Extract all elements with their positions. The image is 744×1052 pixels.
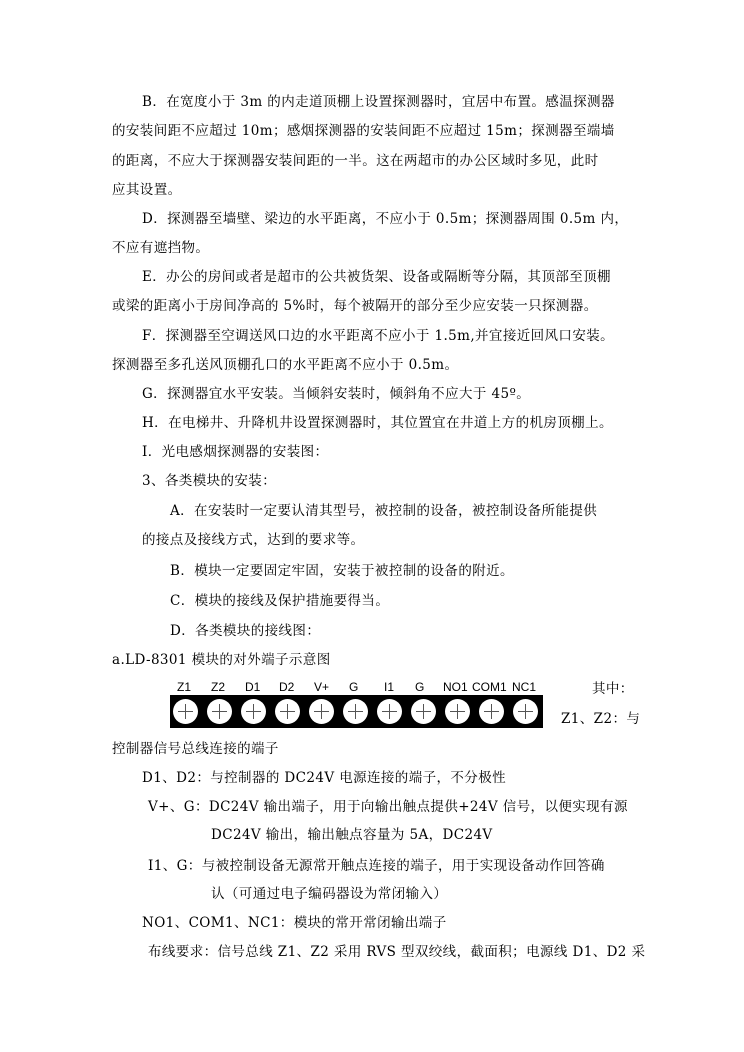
terminal-label-g2: G: [415, 680, 425, 694]
terminal-label-nc1: NC1: [512, 680, 537, 694]
module-c: C．模块的接线及保护措施要得当。: [170, 593, 390, 609]
ig-desc-line1: I1、G：与被控制设备无源常开触点连接的端子，用于实现设备动作回答确: [148, 858, 605, 874]
para-b-line2: 的安装间距不应超过 10m；感烟探测器的安装间距不应超过 15m；探测器至端墙: [112, 123, 615, 139]
module-d: D．各类模块的接线图：: [170, 623, 321, 639]
terminal-label-z1: Z1: [177, 680, 192, 694]
terminal-label-com1: COM1: [472, 680, 507, 694]
terminal-strip: [170, 695, 543, 728]
vg-desc-line1: V+、G：DC24V 输出端子，用于向输出触点提供+24V 信号，以便实现有源: [148, 799, 628, 815]
screw-terminal-icon: [343, 699, 368, 724]
screw-terminal-icon: [513, 699, 538, 724]
para-d-line1: D．探测器至墙壁、梁边的水平距离，不应小于 0.5m；探测器周围 0.5m 内，: [142, 211, 629, 227]
terminal-label-vplus: V+: [314, 680, 330, 694]
para-f-line1: F．探测器至空调送风口边的水平距离不应小于 1.5m,并宜接近回风口安装。: [142, 328, 615, 344]
output-terminals-desc: NO1、COM1、NC1：模块的常开常闭输出端子: [142, 915, 447, 931]
screw-terminal-icon: [445, 699, 470, 724]
screw-terminal-icon: [207, 699, 232, 724]
para-b-line4: 应其设置。: [112, 182, 182, 198]
z1z2-desc-line2: 控制器信号总线连接的端子: [112, 741, 279, 757]
terminal-label-no1: NO1: [443, 680, 468, 694]
module-a-line1: A．在安装时一定要认清其型号，被控制的设备，被控制设备所能提供: [170, 503, 598, 519]
d1d2-desc: D1、D2：与控制器的 DC24V 电源连接的端子，不分极性: [142, 770, 506, 786]
wiring-requirements: 布线要求：信号总线 Z1、Z2 采用 RVS 型双绞线，截面积；电源线 D1、D2 采: [148, 944, 646, 960]
screw-terminal-icon: [411, 699, 436, 724]
ld8301-caption: a.LD-8301 模块的对外端子示意图: [112, 652, 331, 668]
screw-terminal-icon: [309, 699, 334, 724]
terminal-label-i1: I1: [384, 680, 395, 694]
screw-terminal-icon: [275, 699, 300, 724]
vg-desc-line2: DC24V 输出，输出触点容量为 5A，DC24V: [211, 827, 493, 843]
module-a-line2: 的接点及接线方式，达到的要求等。: [142, 532, 365, 548]
ig-desc-line2: 认（可通过电子编码器设为常闭输入）: [211, 886, 448, 902]
para-b-line3: 的距离，不应大于探测器安装间距的一半。这在两超市的办公区域时多见，此时: [112, 153, 599, 169]
module-b: B．模块一定要固定牢固，安装于被控制的设备的附近。: [170, 563, 514, 579]
terminal-label-z2: Z2: [211, 680, 226, 694]
terminal-label-d2: D2: [279, 680, 295, 694]
screw-terminal-icon: [377, 699, 402, 724]
para-d-line2: 不应有遮挡物。: [112, 240, 210, 256]
terminal-legend-intro: 其中：: [592, 681, 634, 697]
para-f-line2: 探测器至多孔送风顶棚孔口的水平距离不应小于 0.5m。: [112, 357, 459, 373]
section-3-heading: 3、各类模块的安装：: [142, 473, 277, 489]
terminal-label-g1: G: [349, 680, 359, 694]
para-e-line1: E．办公的房间或者是超市的公共被货架、设备或隔断等分隔，其顶部至顶棚: [142, 269, 611, 285]
para-i: I．光电感烟探测器的安装图：: [142, 444, 329, 460]
terminal-label-d1: D1: [245, 680, 261, 694]
screw-terminal-icon: [173, 699, 198, 724]
para-b-line1: B．在宽度小于 3m 的内走道顶棚上设置探测器时，宜居中布置。感温探测器: [142, 94, 615, 110]
screw-terminal-icon: [241, 699, 266, 724]
z1z2-desc-line1: Z1、Z2：与: [561, 711, 641, 727]
para-h: H．在电梯井、升降机井设置探测器时，其位置宜在井道上方的机房顶棚上。: [142, 415, 613, 431]
screw-terminal-icon: [479, 699, 504, 724]
para-g: G．探测器宜水平安装。当倾斜安装时，倾斜角不应大于 45º。: [142, 386, 531, 402]
para-e-line2: 或梁的距离小于房间净高的 5%时，每个被隔开的部分至少应安装一只探测器。: [112, 298, 598, 314]
